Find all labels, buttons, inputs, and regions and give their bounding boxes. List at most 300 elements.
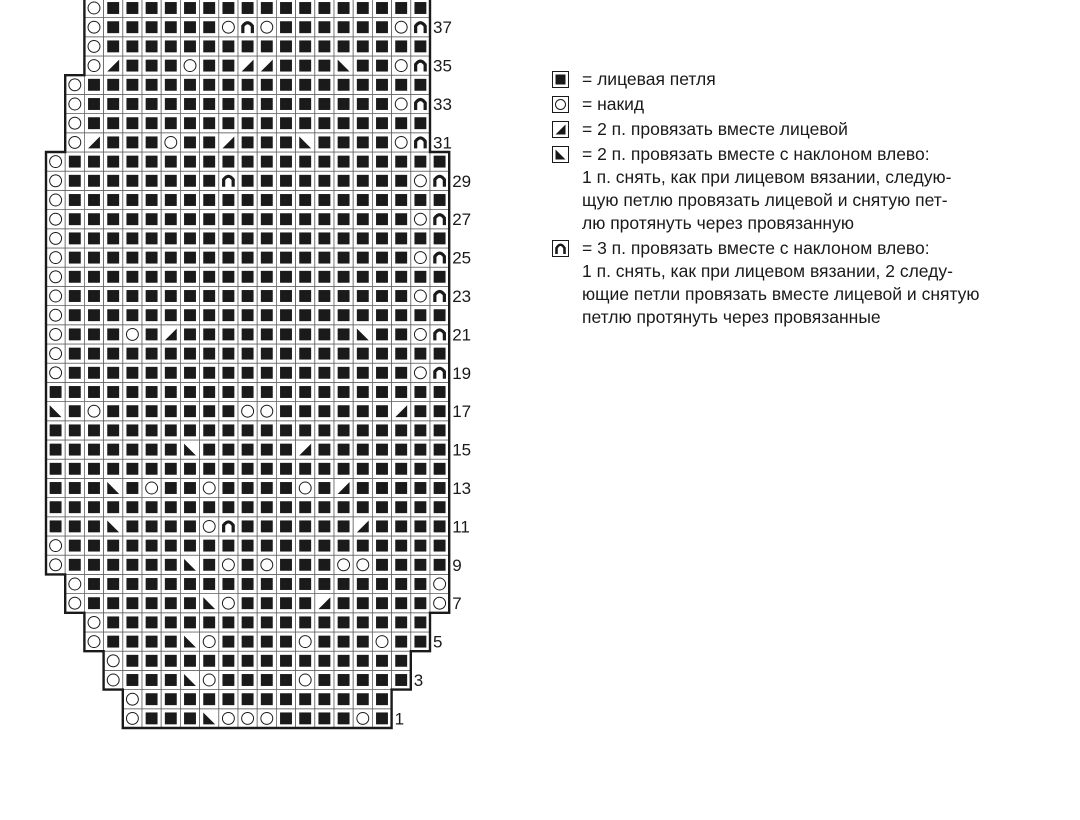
chart-cell	[238, 555, 257, 574]
chart-cell	[46, 536, 65, 555]
yarn-over-icon	[552, 96, 569, 113]
chart-cell	[142, 478, 161, 497]
chart-cell	[334, 709, 353, 728]
chart-cell	[180, 440, 199, 459]
chart-cell	[123, 690, 142, 709]
chart-cell	[142, 574, 161, 593]
chart-cell	[142, 171, 161, 190]
chart-cell	[84, 152, 103, 171]
chart-cell	[180, 56, 199, 75]
chart-cell	[296, 286, 315, 305]
legend-item-ssk	[546, 143, 1066, 235]
chart-cell	[372, 133, 391, 152]
chart-cell	[219, 498, 238, 517]
chart-row	[46, 248, 449, 267]
chart-cell	[219, 171, 238, 190]
chart-cell	[315, 459, 334, 478]
chart-cell	[430, 536, 449, 555]
legend-text-continuation: 1 п. снять, как при лицевом вязании, следую-	[582, 167, 952, 187]
chart-cell	[296, 325, 315, 344]
chart-row	[46, 478, 449, 497]
chart-cell	[180, 171, 199, 190]
row-number-label: 37	[433, 18, 452, 38]
chart-cell	[392, 325, 411, 344]
chart-cell	[372, 478, 391, 497]
chart-cell	[372, 210, 391, 229]
chart-row	[46, 459, 449, 478]
chart-row	[84, 56, 430, 75]
chart-cell	[65, 555, 84, 574]
chart-cell	[200, 421, 219, 440]
chart-cell	[411, 248, 430, 267]
chart-cell	[180, 690, 199, 709]
chart-cell	[46, 517, 65, 536]
chart-cell	[372, 594, 391, 613]
chart-cell	[315, 210, 334, 229]
chart-cell	[392, 94, 411, 113]
chart-cell	[161, 114, 180, 133]
chart-cell	[219, 152, 238, 171]
chart-cell	[200, 229, 219, 248]
chart-cell	[161, 402, 180, 421]
chart-cell	[257, 440, 276, 459]
chart-cell	[334, 248, 353, 267]
chart-cell	[353, 478, 372, 497]
chart-cell	[372, 555, 391, 574]
chart-cell	[334, 210, 353, 229]
chart-cell	[161, 555, 180, 574]
chart-cell	[334, 171, 353, 190]
chart-cell	[392, 536, 411, 555]
chart-cell	[353, 536, 372, 555]
chart-cell	[315, 402, 334, 421]
row-number-label: 27	[452, 210, 472, 230]
chart-cell	[315, 498, 334, 517]
chart-cell	[238, 594, 257, 613]
chart-cell	[276, 37, 295, 56]
chart-cell	[392, 133, 411, 152]
chart-cell	[334, 632, 353, 651]
chart-cell	[411, 56, 430, 75]
chart-cell	[123, 133, 142, 152]
chart-cell	[296, 670, 315, 689]
chart-cell	[353, 267, 372, 286]
chart-cell	[372, 190, 391, 209]
chart-cell	[142, 382, 161, 401]
chart-cell	[104, 210, 123, 229]
row-number-label: 17	[452, 402, 472, 422]
chart-cell	[315, 478, 334, 497]
chart-cell	[353, 363, 372, 382]
chart-cell	[315, 37, 334, 56]
chart-cell	[142, 229, 161, 248]
chart-cell	[219, 574, 238, 593]
legend	[546, 68, 1066, 331]
chart-row	[65, 75, 430, 94]
chart-cell	[161, 190, 180, 209]
chart-cell	[219, 229, 238, 248]
chart-cell	[104, 421, 123, 440]
chart-cell	[296, 517, 315, 536]
chart-cell	[276, 344, 295, 363]
chart-cell	[200, 56, 219, 75]
chart-cell	[142, 306, 161, 325]
chart-cell	[142, 690, 161, 709]
chart-cell	[353, 56, 372, 75]
chart-cell	[200, 632, 219, 651]
chart-cell	[238, 267, 257, 286]
chart-cell	[392, 114, 411, 133]
chart-row	[46, 306, 449, 325]
chart-cell	[353, 709, 372, 728]
chart-cell	[46, 555, 65, 574]
chart-cell	[200, 555, 219, 574]
chart-cell	[180, 632, 199, 651]
chart-cell	[238, 440, 257, 459]
chart-cell	[315, 56, 334, 75]
chart-cell	[200, 75, 219, 94]
chart-cell	[257, 248, 276, 267]
chart-cell	[430, 402, 449, 421]
chart-cell	[65, 248, 84, 267]
chart-cell	[296, 56, 315, 75]
chart-cell	[296, 613, 315, 632]
chart-cell	[257, 536, 276, 555]
chart-cell	[276, 190, 295, 209]
chart-cell	[238, 286, 257, 305]
chart-cell	[238, 363, 257, 382]
chart-cell	[296, 267, 315, 286]
chart-cell	[257, 210, 276, 229]
chart-cell	[46, 344, 65, 363]
chart-cell	[200, 267, 219, 286]
chart-cell	[142, 94, 161, 113]
chart-cell	[315, 133, 334, 152]
chart-cell	[104, 325, 123, 344]
chart-cell	[200, 210, 219, 229]
chart-cell	[84, 286, 103, 305]
chart-cell	[200, 709, 219, 728]
chart-cell	[219, 709, 238, 728]
chart-cell	[142, 18, 161, 37]
chart-cell	[276, 229, 295, 248]
chart-cell	[65, 152, 84, 171]
chart-cell	[257, 382, 276, 401]
legend-text-continuation: щую петлю провязать лицевой и снятую пет-	[582, 190, 948, 210]
chart-cell	[180, 0, 199, 18]
chart-cell	[353, 613, 372, 632]
chart-cell	[334, 286, 353, 305]
chart-cell	[353, 171, 372, 190]
chart-cell	[219, 440, 238, 459]
chart-cell	[104, 478, 123, 497]
chart-cell	[65, 440, 84, 459]
chart-cell	[142, 709, 161, 728]
chart-cell	[161, 75, 180, 94]
legend-text-continuation: 1 п. снять, как при лицевом вязании, 2 следу-	[582, 261, 953, 281]
chart-cell	[353, 421, 372, 440]
chart-cell	[219, 286, 238, 305]
chart-cell	[123, 651, 142, 670]
chart-cell	[238, 248, 257, 267]
chart-cell	[180, 190, 199, 209]
chart-cell	[84, 459, 103, 478]
chart-cell	[200, 248, 219, 267]
chart-cell	[296, 363, 315, 382]
chart-cell	[65, 306, 84, 325]
chart-cell	[276, 498, 295, 517]
chart-row	[46, 363, 449, 382]
chart-cell	[142, 363, 161, 382]
chart-cell	[334, 555, 353, 574]
chart-cell	[353, 75, 372, 94]
chart-cell	[219, 344, 238, 363]
chart-cell	[84, 267, 103, 286]
chart-cell	[104, 114, 123, 133]
chart-cell	[353, 459, 372, 478]
chart-cell	[46, 190, 65, 209]
legend-text-continuation: петлю протянуть через провязанные	[582, 307, 881, 327]
chart-cell	[411, 536, 430, 555]
chart-cell	[296, 171, 315, 190]
chart-cell	[315, 229, 334, 248]
chart-cell	[334, 363, 353, 382]
chart-cell	[161, 594, 180, 613]
chart-cell	[238, 517, 257, 536]
chart-cell	[392, 248, 411, 267]
chart-cell	[104, 152, 123, 171]
chart-cell	[219, 555, 238, 574]
chart-cell	[84, 536, 103, 555]
chart-cell	[315, 670, 334, 689]
chart-cell	[46, 325, 65, 344]
chart-cell	[238, 0, 257, 18]
legend-text: = 2 п. провязать вместе с наклоном влево:	[582, 144, 930, 164]
chart-cell	[296, 229, 315, 248]
chart-cell	[84, 594, 103, 613]
chart-cell	[142, 402, 161, 421]
chart-cell	[65, 286, 84, 305]
chart-cell	[276, 267, 295, 286]
chart-cell	[219, 363, 238, 382]
row-number-label: 15	[452, 440, 472, 460]
chart-cell	[219, 478, 238, 497]
chart-cell	[180, 555, 199, 574]
chart-cell	[180, 94, 199, 113]
chart-cell	[142, 651, 161, 670]
chart-cell	[372, 517, 391, 536]
chart-cell	[200, 152, 219, 171]
chart-cell	[296, 632, 315, 651]
chart-cell	[238, 56, 257, 75]
chart-cell	[257, 18, 276, 37]
chart-cell	[84, 0, 103, 18]
chart-cell	[123, 517, 142, 536]
chart-cell	[276, 248, 295, 267]
chart-cell	[411, 459, 430, 478]
chart-cell	[84, 18, 103, 37]
chart-cell	[104, 363, 123, 382]
chart-cell	[353, 344, 372, 363]
row-number-label: 5	[433, 632, 443, 652]
chart-cell	[353, 555, 372, 574]
chart-cell	[104, 37, 123, 56]
chart-cell	[411, 632, 430, 651]
chart-cell	[219, 613, 238, 632]
chart-cell	[104, 344, 123, 363]
chart-cell	[65, 363, 84, 382]
chart-cell	[84, 248, 103, 267]
row-number-label: 13	[452, 479, 472, 498]
chart-cell	[200, 94, 219, 113]
chart-cell	[392, 152, 411, 171]
chart-cell	[123, 478, 142, 497]
chart-cell	[123, 171, 142, 190]
chart-cell	[353, 286, 372, 305]
row-number-label: 3	[413, 671, 424, 690]
chart-cell	[334, 0, 353, 18]
chart-cell	[142, 344, 161, 363]
chart-cell	[315, 517, 334, 536]
chart-cell	[238, 613, 257, 632]
chart-cell	[238, 229, 257, 248]
chart-cell	[334, 382, 353, 401]
chart-cell	[238, 459, 257, 478]
chart-cell	[296, 498, 315, 517]
chart-cell	[315, 286, 334, 305]
chart-cell	[315, 171, 334, 190]
chart-cell	[296, 651, 315, 670]
chart-cell	[296, 709, 315, 728]
chart-cell	[353, 594, 372, 613]
chart-cell	[180, 459, 199, 478]
row-number-label: 25	[452, 248, 472, 268]
chart-cell	[276, 536, 295, 555]
chart-cell	[161, 709, 180, 728]
chart-cell	[276, 709, 295, 728]
chart-cell	[315, 574, 334, 593]
chart-cell	[142, 56, 161, 75]
chart-cell	[238, 171, 257, 190]
chart-cell	[123, 440, 142, 459]
chart-cell	[411, 94, 430, 113]
chart-cell	[84, 344, 103, 363]
chart-cell	[180, 306, 199, 325]
chart-cell	[104, 267, 123, 286]
chart-row	[123, 709, 392, 728]
chart-cell	[65, 402, 84, 421]
chart-cell	[161, 171, 180, 190]
chart-cell	[46, 363, 65, 382]
chart-cell	[296, 440, 315, 459]
chart-cell	[276, 325, 295, 344]
chart-cell	[372, 498, 391, 517]
chart-cell	[104, 651, 123, 670]
chart-cell	[180, 498, 199, 517]
chart-cell	[46, 267, 65, 286]
chart-cell	[161, 229, 180, 248]
chart-cell	[392, 459, 411, 478]
chart-cell	[315, 18, 334, 37]
chart-row	[65, 133, 430, 152]
chart-cell	[84, 75, 103, 94]
chart-cell	[315, 709, 334, 728]
chart-cell	[334, 613, 353, 632]
chart-cell	[315, 536, 334, 555]
chart-row	[65, 594, 449, 613]
chart-cell	[161, 382, 180, 401]
chart-cell	[392, 75, 411, 94]
chart-cell	[276, 0, 295, 18]
chart-cell	[430, 382, 449, 401]
chart-cell	[65, 133, 84, 152]
chart-cell	[334, 402, 353, 421]
chart-cell	[180, 574, 199, 593]
chart-cell	[46, 306, 65, 325]
chart-cell	[411, 190, 430, 209]
chart-cell	[392, 632, 411, 651]
chart-cell	[84, 37, 103, 56]
chart-cell	[104, 555, 123, 574]
chart-cell	[219, 114, 238, 133]
chart-cell	[238, 709, 257, 728]
chart-cell	[142, 133, 161, 152]
chart-row	[123, 690, 392, 709]
chart-cell	[200, 574, 219, 593]
chart-cell	[372, 37, 391, 56]
chart-cell	[46, 382, 65, 401]
chart-cell	[296, 37, 315, 56]
chart-cell	[257, 56, 276, 75]
chart-cell	[276, 574, 295, 593]
chart-cell	[372, 229, 391, 248]
ssk-icon	[552, 146, 569, 163]
chart-cell	[200, 171, 219, 190]
chart-cell	[392, 229, 411, 248]
chart-cell	[104, 632, 123, 651]
chart-cell	[296, 210, 315, 229]
chart-cell	[161, 210, 180, 229]
chart-cell	[411, 210, 430, 229]
chart-cell	[411, 18, 430, 37]
chart-cell	[65, 498, 84, 517]
chart-cell	[123, 382, 142, 401]
chart-cell	[296, 478, 315, 497]
chart-cell	[161, 248, 180, 267]
chart-cell	[315, 690, 334, 709]
chart-cell	[276, 402, 295, 421]
chart-cell	[219, 248, 238, 267]
chart-cell	[334, 325, 353, 344]
chart-cell	[315, 94, 334, 113]
chart-cell	[430, 210, 449, 229]
chart-cell	[334, 114, 353, 133]
chart-cell	[276, 459, 295, 478]
chart-cell	[392, 498, 411, 517]
chart-cell	[180, 594, 199, 613]
chart-cell	[161, 574, 180, 593]
chart-cell	[296, 0, 315, 18]
chart-cell	[430, 152, 449, 171]
chart-cell	[104, 286, 123, 305]
chart-cell	[219, 37, 238, 56]
chart-cell	[104, 306, 123, 325]
chart-cell	[123, 210, 142, 229]
chart-cell	[315, 267, 334, 286]
row-number-label: 11	[452, 517, 470, 537]
chart-cell	[46, 498, 65, 517]
chart-cell	[65, 171, 84, 190]
